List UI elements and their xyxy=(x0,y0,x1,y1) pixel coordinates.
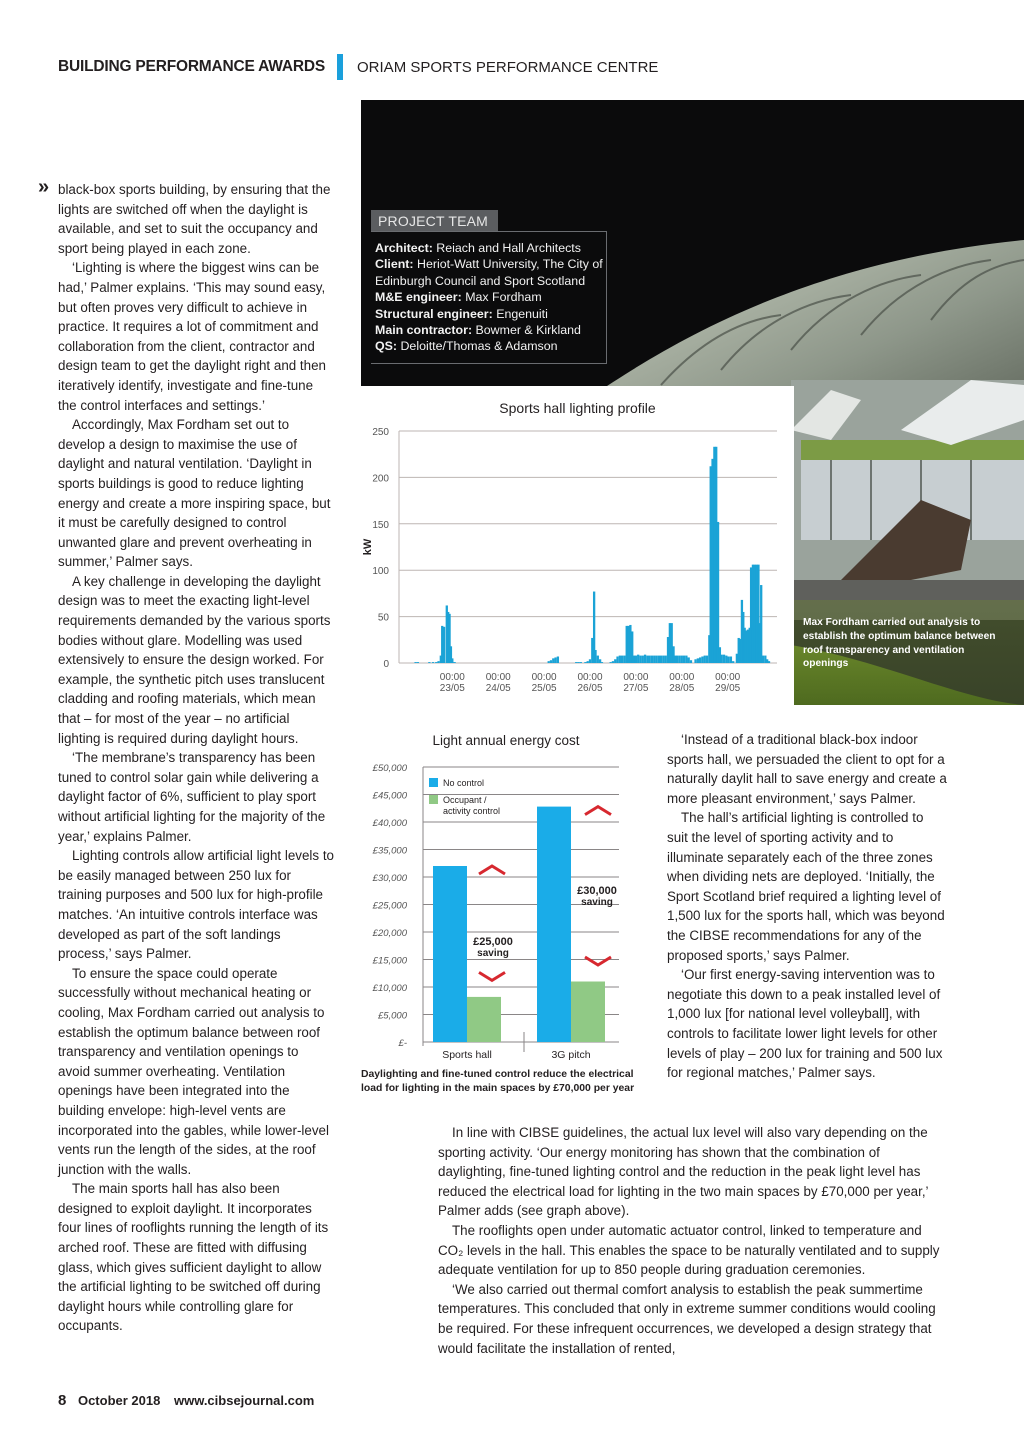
website-link[interactable]: www.cibsejournal.com xyxy=(173,1393,315,1408)
y-axis-label: kW xyxy=(362,538,374,556)
data-bar xyxy=(665,656,667,663)
page-number: 8 xyxy=(58,1392,67,1409)
data-bar xyxy=(621,656,623,663)
data-bar xyxy=(623,656,625,663)
arrow-down-icon xyxy=(585,957,611,965)
header-accent-bar xyxy=(337,54,343,80)
y-tick-label: 50 xyxy=(377,612,389,624)
data-bar xyxy=(612,661,614,663)
data-bar xyxy=(721,655,723,663)
y-tick-label: £50,000 xyxy=(372,763,407,774)
data-bar xyxy=(646,656,648,663)
data-bar xyxy=(616,657,618,663)
data-bar xyxy=(655,656,657,663)
team-role: Client: xyxy=(375,257,414,272)
data-bar xyxy=(658,656,660,663)
y-tick-label: 100 xyxy=(372,566,389,578)
data-bar xyxy=(653,656,655,663)
data-bar xyxy=(644,655,646,663)
data-bar xyxy=(575,662,577,663)
data-bar xyxy=(694,659,696,663)
data-bar xyxy=(683,656,685,663)
bar-no-control xyxy=(537,807,571,1042)
team-member: Reiach and Hall Architects xyxy=(436,241,581,255)
legend-label: Occupant / xyxy=(443,795,487,805)
data-bar xyxy=(732,661,734,663)
team-role: QS: xyxy=(375,339,398,354)
data-bar xyxy=(601,662,603,663)
data-bar xyxy=(435,662,437,663)
team-entry xyxy=(375,322,606,338)
arrow-down-icon xyxy=(479,972,505,980)
team-role: Main contractor: xyxy=(375,323,473,338)
y-tick-label: £25,000 xyxy=(372,900,407,912)
data-bar xyxy=(587,661,589,663)
data-bar xyxy=(414,662,416,663)
y-tick-label: 250 xyxy=(372,427,389,438)
arrow-up-icon xyxy=(585,807,611,815)
x-tick-time: 00:00 xyxy=(577,672,603,683)
y-tick-label: £5,000 xyxy=(377,1010,407,1022)
issue-date: October 2018 xyxy=(77,1393,161,1408)
team-role: Structural engineer: xyxy=(375,306,493,321)
data-bar xyxy=(548,661,550,663)
paragraph: The hall’s artificial lighting is controlled to suit the level of sporting activity and to illuminate separately each of the three zones when dividing nets are deployed. ‘Initially, the Sport Scotland brief required a lighting level of 1,500 lux for the sports hall, which was beyond the CIBSE recommendations for any of the proposed sports,’ says Palmer. xyxy=(667,810,945,963)
data-bar xyxy=(437,661,439,663)
data-bar xyxy=(597,656,599,663)
data-bar xyxy=(580,662,582,663)
paragraph: In line with CIBSE guidelines, the actual lux level will also vary depending on the sporting activity. ‘Our energy monitoring has shown that the combination of daylighting, fine-tuned lighting control and the reduction in the peak light level has reduced the electrical load for lighting in the two main spaces by £70,000 per year,’ Palmer adds (see graph above). xyxy=(438,1125,929,1219)
team-member: Heriot-Watt University, The City of Edinburgh Council and Sport Scotland xyxy=(375,257,603,288)
data-bar xyxy=(619,656,621,663)
y-tick-label: 0 xyxy=(383,659,389,670)
data-bar xyxy=(768,661,770,663)
x-tick-date: 24/05 xyxy=(485,683,511,694)
paragraph: To ensure the space could operate successfully without mechanical heating or cooling, Max Fordham carried out analysis to establish the optimum balance between roof transparency and ventilation openings to avoid summer overheating. Ventilation openings have been integrated into the building envelope: high-level vents are incorporated into the gables, while lower-level vents run the length of the sides, at the roof junction with the walls. xyxy=(58,965,329,1177)
legend-label: activity control xyxy=(443,806,501,816)
y-tick-label: £45,000 xyxy=(372,790,407,802)
paragraph: ‘The membrane’s transparency has been tuned to control solar gain while delivering a daylight factor of 6%, sufficient to play sport without artificial lighting for the majority of the year,’ explains Palmer. xyxy=(58,750,326,844)
chart-title: Light annual energy cost xyxy=(432,733,580,748)
arrow-up-icon xyxy=(479,866,505,874)
data-bar xyxy=(614,659,616,663)
team-member: Bowmer & Kirkland xyxy=(475,323,581,338)
data-bar xyxy=(704,656,706,663)
team-member: Max Fordham xyxy=(465,290,542,305)
x-tick-date: 29/05 xyxy=(715,683,741,694)
team-entry xyxy=(375,306,606,322)
data-bar xyxy=(717,522,719,663)
data-bar xyxy=(453,662,455,663)
x-tick-time: 00:00 xyxy=(715,672,741,683)
data-bar xyxy=(594,650,596,663)
saving-amount: £30,000 xyxy=(577,885,617,898)
data-bar xyxy=(610,662,612,663)
data-bar xyxy=(443,627,445,663)
team-member: Engenuiti xyxy=(496,306,548,321)
chart-caption: Daylighting and fine-tuned control reduce the electrical load for lighting in the main spaces by £70,000 per year xyxy=(361,1069,635,1094)
paragraph: ‘Our first energy-saving intervention was to negotiate this down to a peak installed level of 1,000 lux [for national level volleyball], with controls to facilitate lower light levels for other levels of play – 200 lux for training and 500 lux for regional matches,’ Palmer says. xyxy=(667,967,943,1081)
data-bar xyxy=(589,659,591,663)
article-title: ORIAM SPORTS PERFORMANCE CENTRE xyxy=(357,58,659,76)
x-tick-date: 27/05 xyxy=(623,683,649,694)
data-bar xyxy=(557,657,559,663)
data-bar xyxy=(727,657,729,663)
paragraph: black-box sports building, by ensuring that the lights are switched off when the daylight is available, and set to suit the occupancy and sport being played in each zone. xyxy=(58,182,331,256)
data-bar xyxy=(662,656,664,663)
x-tick-time: 00:00 xyxy=(669,672,695,683)
saving-amount: £25,000 xyxy=(473,936,513,949)
saving-label: saving xyxy=(477,948,509,960)
data-bar xyxy=(584,662,586,663)
y-tick-label: £20,000 xyxy=(372,928,407,939)
data-bar xyxy=(428,662,430,663)
y-tick-label: £15,000 xyxy=(372,955,407,967)
data-bar xyxy=(690,660,692,663)
running-header xyxy=(58,56,658,78)
data-bar xyxy=(651,656,653,663)
x-tick-date: 23/05 xyxy=(439,683,465,694)
data-bar xyxy=(699,657,701,663)
article-column-right xyxy=(667,730,947,1083)
article-column-bottom xyxy=(438,1123,950,1358)
data-bar xyxy=(417,662,419,663)
y-tick-label: £30,000 xyxy=(372,873,407,884)
paragraph: ‘Lighting is where the biggest wins can be had,’ Palmer explains. ‘This may sound easy, but often proves very difficult to achieve in practice. It requires a lot of commitment and collaboration from the client, contractor and design team to get the daylight right and then iteratively identify, investigate and fine-tune the control interfaces and settings.’ xyxy=(58,260,326,413)
lighting-profile-chart xyxy=(361,386,794,706)
data-bar xyxy=(637,655,639,663)
paragraph: The main sports hall has also been designed to exploit daylight. It incorporates four lines of rooflights running the length of its arched roof. These are fitted with diffusing glass, which gives sufficient daylight to allow the artificial lighting to be switched off during daylight hours while controlling glare for occupants. xyxy=(58,1181,329,1334)
paragraph: ‘Instead of a traditional black-box indoor sports hall, we persuaded the client to opt for a naturally daylit hall to save energy and create a more pleasant environment,’ says Palmer. xyxy=(667,732,947,806)
data-bar xyxy=(725,656,727,663)
section-label: BUILDING PERFORMANCE AWARDS xyxy=(58,58,326,75)
x-tick-time: 00:00 xyxy=(623,672,649,683)
paragraph: A key challenge in developing the daylight design was to meet the exacting light-level requirements demanded by the various sports bodies without glare. Modelling was used extensively to ensure the design worked. For example, the synthetic pitch uses translucent cladding and roofing materials, which mean that – for most of the year – no artificial lighting is required during daylight hours. xyxy=(58,573,331,746)
bar-occupant-control xyxy=(571,982,605,1043)
x-tick-time: 00:00 xyxy=(439,672,465,683)
team-entry xyxy=(375,289,606,305)
saving-label: saving xyxy=(581,897,613,909)
data-bar xyxy=(552,658,554,663)
x-category-label: Sports hall xyxy=(442,1049,492,1061)
data-bar xyxy=(762,656,764,663)
paragraph: Lighting controls allow artificial light levels to be easily managed between 250 lux for training purposes and 500 lux for high-profile matches. ‘An intuitive controls interface was developed as part of the soft landings process,’ says Palmer. xyxy=(58,848,334,962)
data-bar xyxy=(660,656,662,663)
bar-occupant-control xyxy=(467,997,501,1042)
legend-swatch xyxy=(429,795,438,804)
lighting-profile-plot xyxy=(361,386,794,706)
data-bar xyxy=(432,662,434,663)
data-bar xyxy=(760,585,762,663)
bar-no-control xyxy=(433,866,467,1042)
data-bar xyxy=(678,656,680,663)
data-bar xyxy=(697,658,699,663)
energy-cost-chart xyxy=(361,725,651,1085)
x-tick-date: 28/05 xyxy=(669,683,695,694)
data-bar xyxy=(649,656,651,663)
data-bar xyxy=(681,656,683,663)
y-tick-label: £40,000 xyxy=(372,818,407,829)
y-tick-label: £10,000 xyxy=(372,983,407,994)
paragraph: Accordingly, Max Fordham set out to develop a design to maximise the use of daylight and natural ventilation. ‘Daylight in sports buildings is good to reduce lighting energy and create a more inspiring space, but it must be carefully designed to control unwanted glare and prevent overheating in summer,’ Palmer says. xyxy=(58,417,331,570)
x-tick-date: 26/05 xyxy=(577,683,603,694)
data-bar xyxy=(642,656,644,663)
data-bar xyxy=(701,657,703,663)
data-bar xyxy=(685,656,687,663)
paragraph: ‘We also carried out thermal comfort analysis to establish the peak summertime temperatures. This concluded that only in extreme summer conditions would cooling be required. For these infrequent occurrences, we developed a design strategy that would facilitate the installation of rented, xyxy=(438,1281,936,1356)
data-bar xyxy=(730,657,732,663)
chart-title: Sports hall lighting profile xyxy=(499,400,656,416)
x-tick-date: 25/05 xyxy=(531,683,557,694)
data-bar xyxy=(451,658,453,663)
x-tick-time: 00:00 xyxy=(485,672,511,683)
y-tick-label: 150 xyxy=(372,519,389,531)
data-bar xyxy=(706,656,708,663)
data-bar xyxy=(550,660,552,663)
data-bar xyxy=(639,656,641,663)
y-tick-label: £- xyxy=(398,1038,407,1049)
data-bar xyxy=(676,656,678,663)
photo-caption: Max Fordham carried out analysis to establish the optimum balance between roof transparency and ventilation openings xyxy=(803,617,996,670)
x-tick-time: 00:00 xyxy=(531,672,557,683)
team-role: Architect: xyxy=(375,241,433,255)
data-bar xyxy=(723,655,725,663)
data-bar xyxy=(577,662,579,663)
team-entry xyxy=(375,338,606,354)
page-footer xyxy=(58,1392,324,1409)
legend-label: No control xyxy=(443,778,485,788)
double-chevron-right-icon: » xyxy=(38,176,50,198)
team-role: M&E engineer: xyxy=(375,290,462,305)
paragraph: The rooflights open under automatic actuator control, linked to temperature and CO₂ levels in the hall. This enables the space to be naturally ventilated and to supply adequate ventilation for up to 850 people during graduation ceremonies. xyxy=(438,1222,940,1278)
data-bar xyxy=(554,657,556,663)
data-bar xyxy=(635,656,637,663)
team-entry xyxy=(375,240,606,256)
project-team-heading: PROJECT TEAM xyxy=(371,210,498,231)
team-entry xyxy=(375,256,606,289)
y-tick-label: £35,000 xyxy=(372,845,407,857)
team-member: Deloitte/Thomas & Adamson xyxy=(400,339,558,354)
data-bar xyxy=(688,657,690,663)
energy-cost-plot xyxy=(361,725,651,1070)
project-team-list xyxy=(371,231,607,364)
legend-swatch xyxy=(429,778,438,787)
y-tick-label: 200 xyxy=(372,473,389,485)
project-team-box xyxy=(371,210,607,364)
article-column-left xyxy=(58,180,334,1336)
x-category-label: 3G pitch xyxy=(551,1049,591,1061)
